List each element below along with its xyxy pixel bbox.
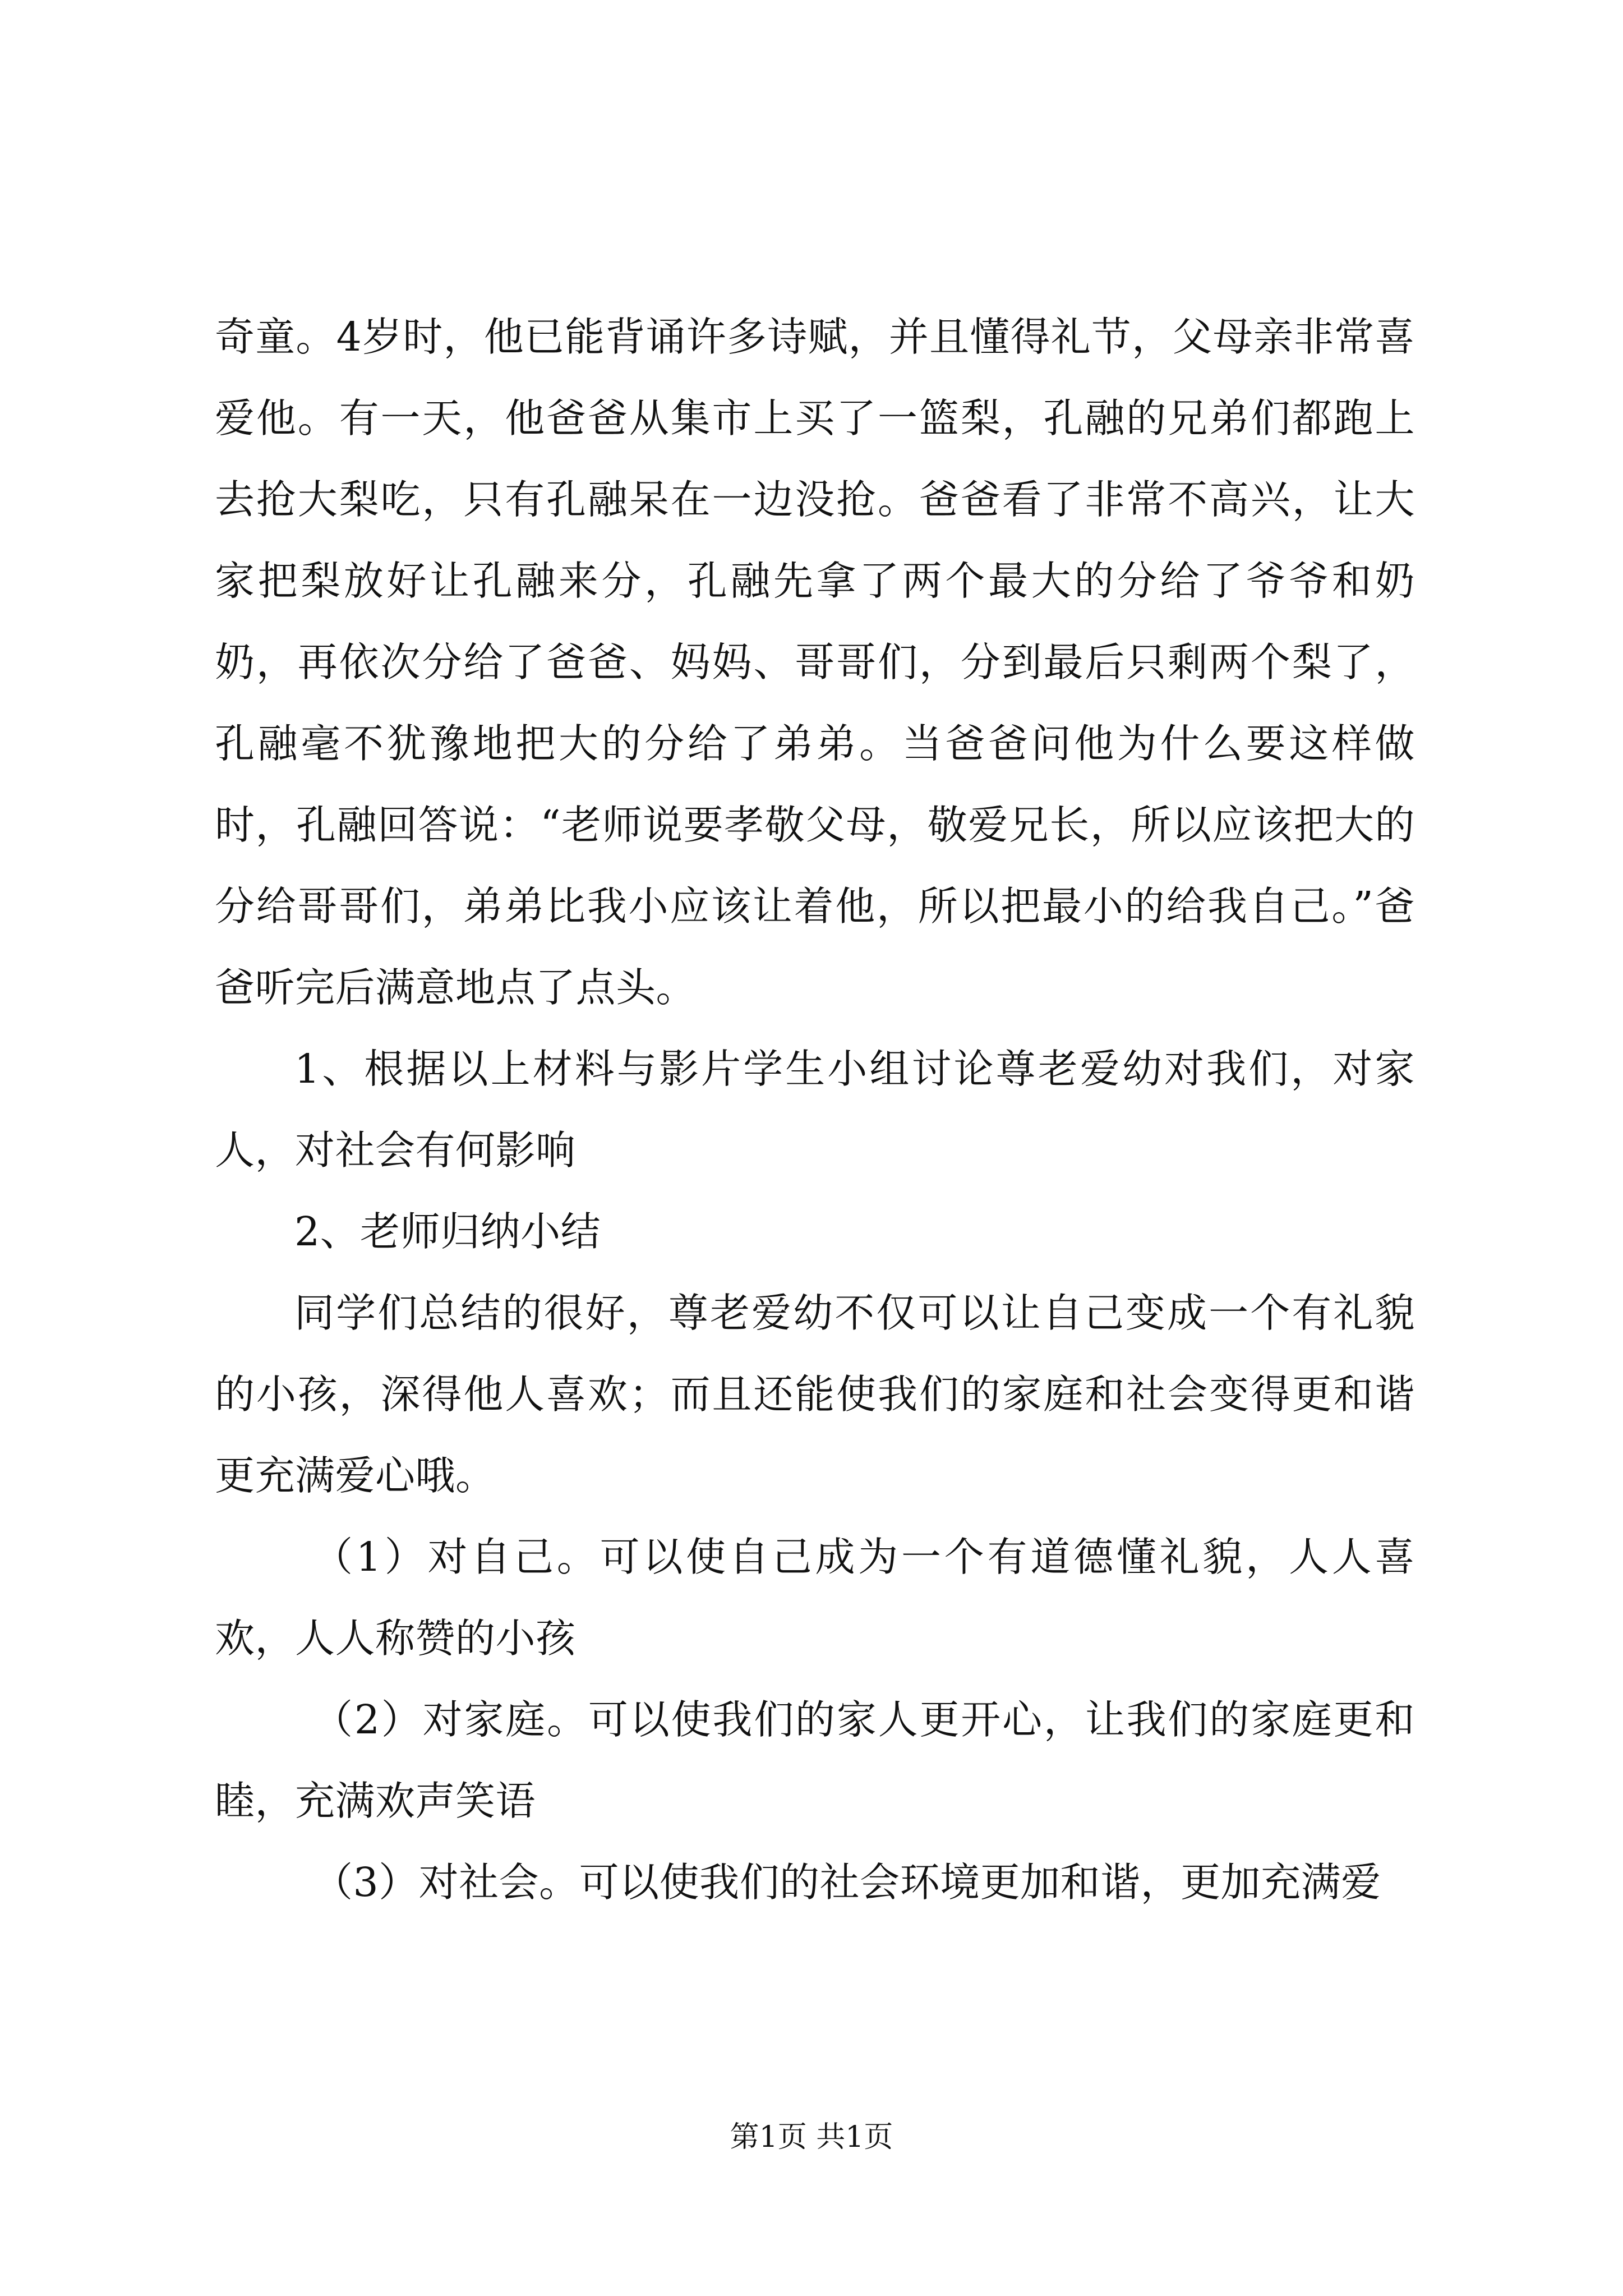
summary-paragraph: 同学们总结的很好，尊老爱幼不仅可以让自己变成一个有礼貌的小孩，深得他人喜欢；而且还能使我们的家庭和社会变得更和谐更充满爱心哦。 [215, 1290, 1415, 1499]
discussion-item-2: 2、老师归纳小结 [294, 1208, 601, 1255]
impact-self: （1）对自己。可以使自己成为一个有道德懂礼貌，人人喜欢，人人称赞的小孩 [215, 1534, 1415, 1662]
document-body [215, 296, 1415, 1923]
discussion-item-1: 1、根据以上材料与影片学生小组讨论尊老爱幼对我们，对家人，对社会有何影响 [215, 1046, 1415, 1174]
page-footer: 第1页 共1页 [730, 2120, 893, 2154]
story-paragraph: 奇童。4岁时，他已能背诵许多诗赋，并且懂得礼节，父母亲非常喜爱他。有一天，他爸爸从集市上买了一篮梨，孔融的兄弟们都跑上去抢大梨吃，只有孔融呆在一边没抢。爸爸看了非常不高兴，让大家把梨放好让孔融来分，孔融先拿了两个最大的分给了爷爷和奶奶，再依次分给了爸爸、妈妈、哥哥们，分到最后只剩两个梨了，孔融毫不犹豫地把大的分给了弟弟。当爸爸问他为什么要这样做时，孔融回答说：“老师说要孝敬父母，敬爱兄长，所以应该把大的分给哥哥们，弟弟比我小应该让着他，所以把最小的给我自己。”爸爸听完后满意地点了点头。 [215, 314, 1415, 1011]
impact-family: （2）对家庭。可以使我们的家人更开心，让我们的家庭更和睦，充满欢声笑语 [215, 1696, 1415, 1824]
impact-society: （3）对社会。可以使我们的社会环境更加和谐，更加充满爱 [313, 1859, 1381, 1906]
